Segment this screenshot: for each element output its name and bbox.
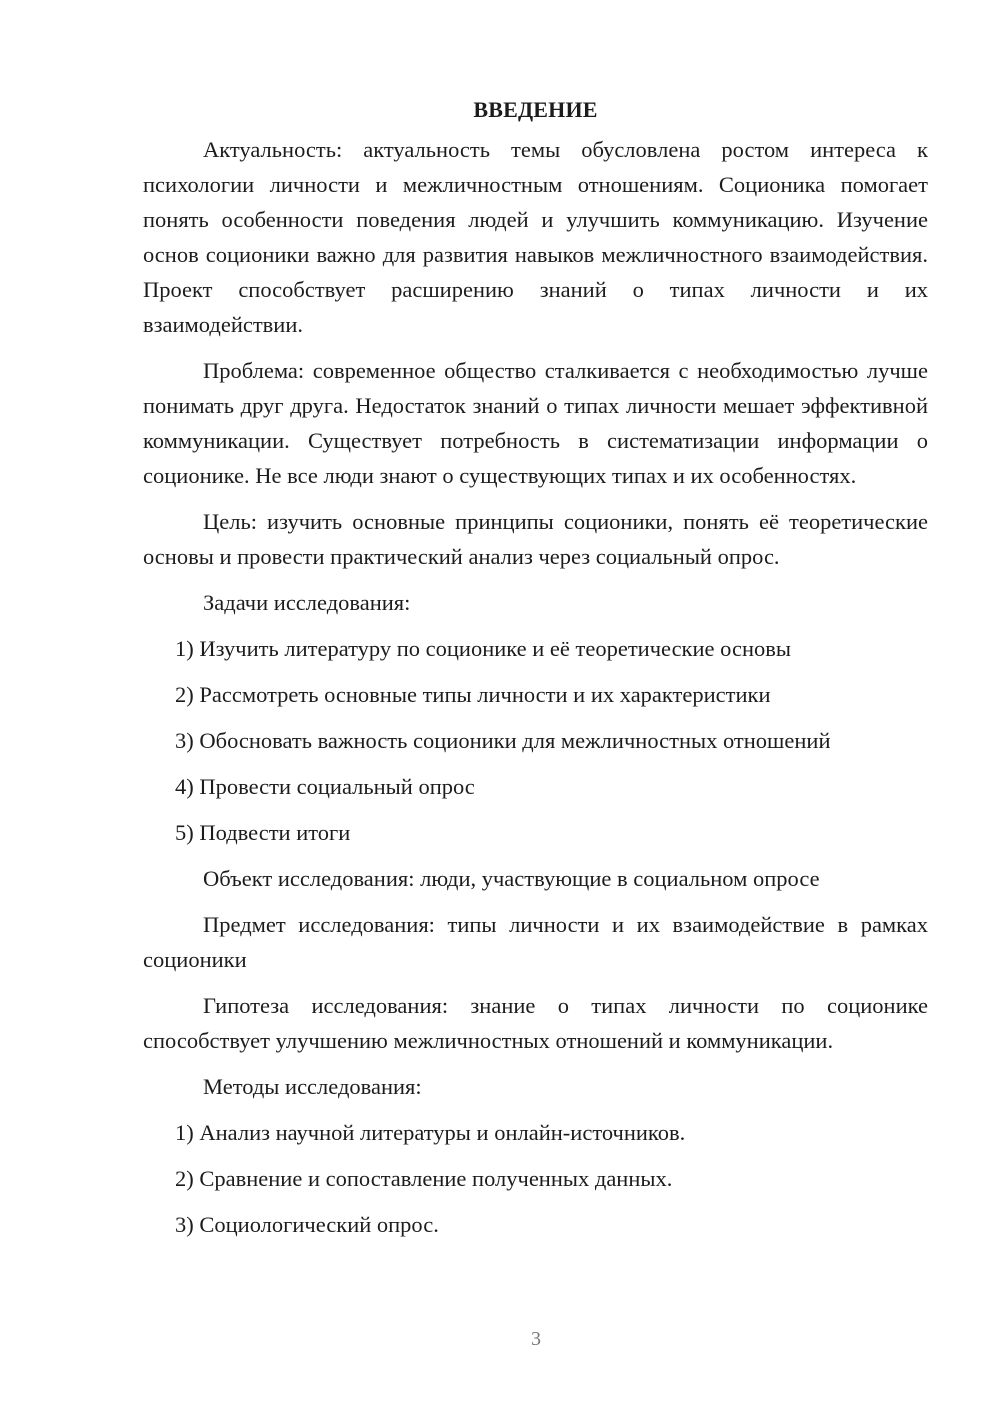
tasks-list xyxy=(143,631,928,850)
task-item: 1) Изучить литературу по соционике и её теоретические основы xyxy=(175,636,791,661)
method-item: 1) Анализ научной литературы и онлайн-источников. xyxy=(175,1120,686,1145)
object-paragraph: Объект исследования: люди, участвующие в социальном опросе xyxy=(203,866,820,891)
relevance-paragraph: Актуальность: актуальность темы обусловлена ростом интереса к психологии личности и межличностным отношениям. Соционика помогает понять особенности поведения людей и улучшить коммуникацию. Изучение основ соционики важно для развития навыков межличностного взаимодействия. Проект способствует расширению знаний о типах личности и их взаимодействии. xyxy=(143,137,928,337)
methods-list xyxy=(143,1115,928,1242)
hypothesis-paragraph: Гипотеза исследования: знание о типах личности по соционике способствует улучшению межличностных отношений и коммуникации. xyxy=(143,993,928,1053)
page-number: 3 xyxy=(531,1328,541,1350)
subject-paragraph: Предмет исследования: типы личности и их взаимодействие в рамках соционики xyxy=(143,912,928,972)
methods-label: Методы исследования: xyxy=(203,1074,422,1099)
tasks-label: Задачи исследования: xyxy=(203,590,411,615)
method-item: 3) Социологический опрос. xyxy=(175,1212,439,1237)
task-item: 3) Обосновать важность соционики для межличностных отношений xyxy=(175,728,831,753)
goal-paragraph: Цель: изучить основные принципы соционики, понять её теоретические основы и провести практический анализ через социальный опрос. xyxy=(143,509,928,569)
problem-paragraph: Проблема: современное общество сталкивается с необходимостью лучше понимать друг друга. Недостаток знаний о типах личности мешает эффективной коммуникации. Существует потребность в систематизации информации о соционике. Не все люди знают о существующих типах и их особенностях. xyxy=(143,358,928,488)
task-item: 5) Подвести итоги xyxy=(175,820,351,845)
task-item: 4) Провести социальный опрос xyxy=(175,774,475,799)
document-page xyxy=(143,92,928,1253)
task-item: 2) Рассмотреть основные типы личности и их характеристики xyxy=(175,682,771,707)
page-title: ВВЕДЕНИЕ xyxy=(473,97,598,122)
method-item: 2) Сравнение и сопоставление полученных данных. xyxy=(175,1166,673,1191)
